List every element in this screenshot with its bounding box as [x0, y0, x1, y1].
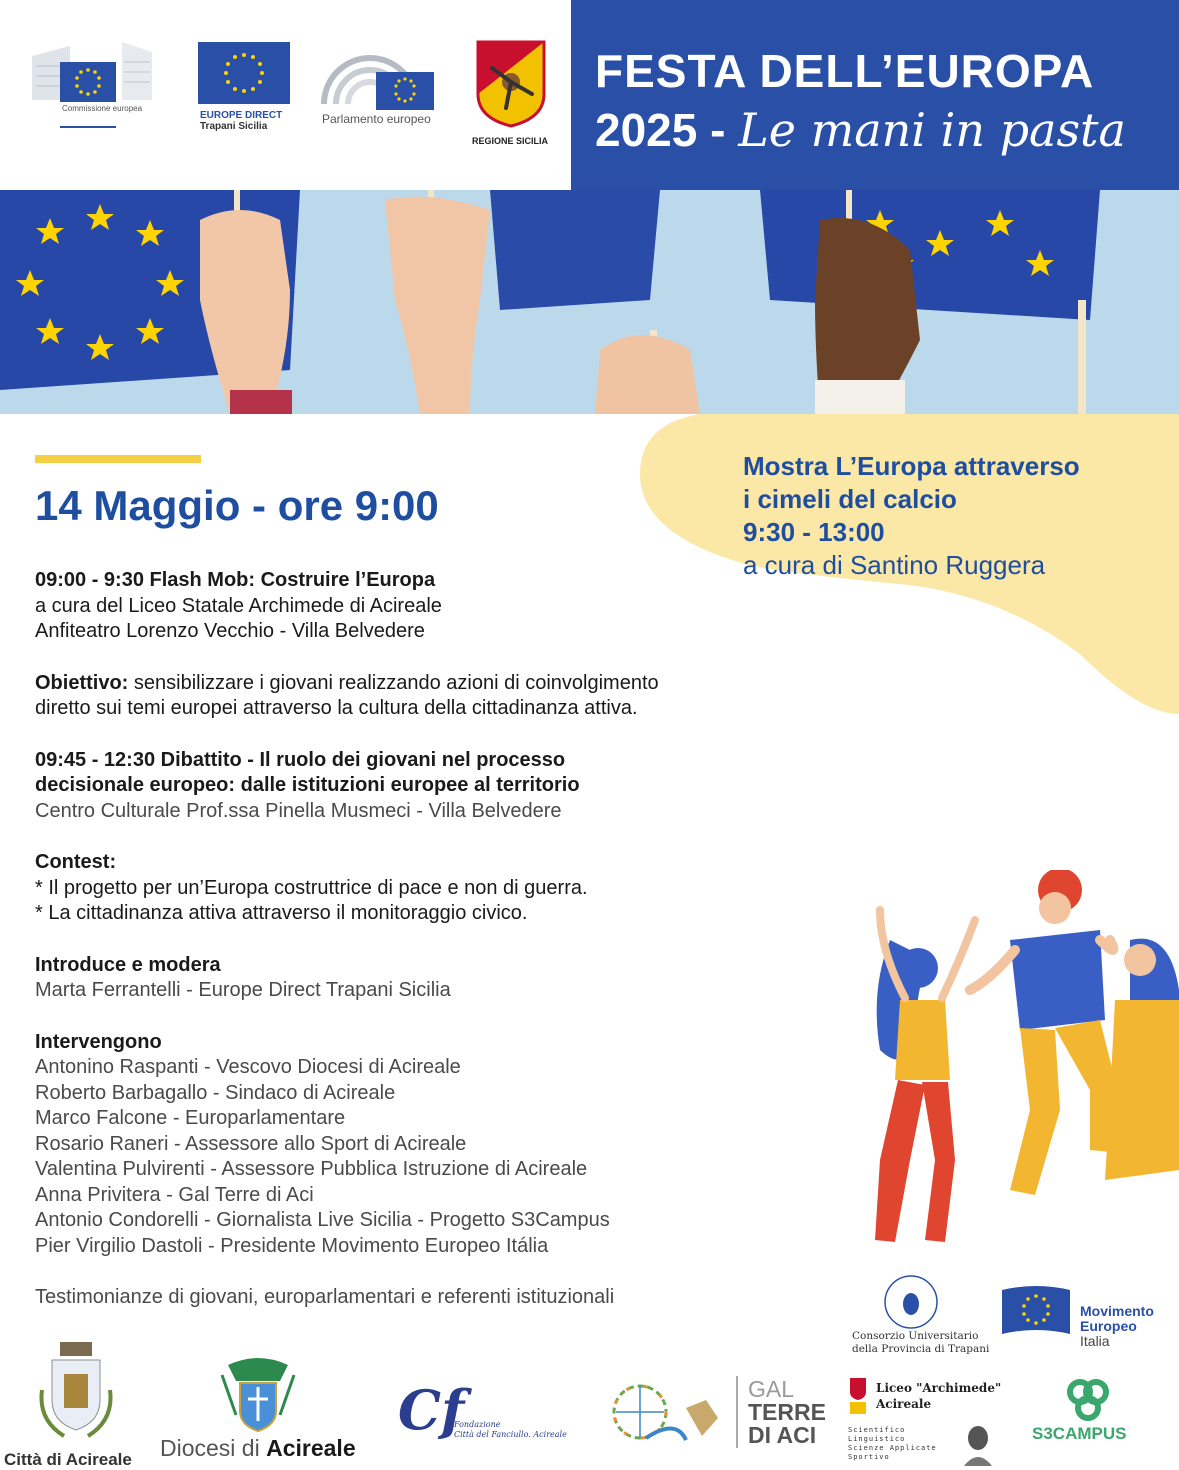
hero-photo: [0, 190, 1179, 414]
program: [35, 568, 659, 1311]
movimento-label: Movimento: [1080, 1303, 1154, 1319]
consorzio-logo: [846, 1272, 990, 1362]
speaker-item: Antonino Raspanti - Vescovo Diocesi di Acireale: [35, 1056, 461, 1078]
s3campus-logo: [1030, 1378, 1150, 1458]
europe-direct-label: EUROPE DIRECT: [200, 110, 283, 121]
liceo-track: Sportivo: [848, 1453, 890, 1461]
moderator-name: Marta Ferrantelli - Europe Direct Trapani Sicilia: [35, 979, 451, 1001]
debate-place: Centro Culturale Prof.ssa Pinella Musmeci - Villa Belvedere: [35, 799, 562, 822]
divider: [736, 1376, 738, 1448]
title-banner: [571, 0, 1179, 190]
debate-title-line2: decisionale europeo: dalle istituzioni europee al territorio: [35, 774, 580, 796]
hands-with-eu-flags-illustration: [0, 190, 1179, 414]
dancing-people-illustration: [850, 870, 1179, 1265]
liceo-track: Scienze Applicate: [848, 1444, 937, 1452]
liceo-track: Scientifico: [848, 1426, 906, 1434]
eu-flag-icon: [198, 42, 290, 104]
event-title: FESTA DELL’EUROPA: [595, 45, 1095, 97]
owl-seal-icon: [876, 1272, 946, 1332]
parliament-hemicycle-icon: [320, 44, 438, 112]
moderator-label: Introduce e modera: [35, 953, 221, 976]
parlamento-europeo-logo: [320, 44, 438, 134]
testimonials-note: Testimonianze di giovani, europarlamentari e referenti istituzionali: [35, 1286, 615, 1308]
trinacria-shield-icon: [466, 38, 556, 128]
speaker-item: Roberto Barbagallo - Sindaco di Acireale: [35, 1081, 396, 1104]
accent-bar: [35, 455, 201, 463]
contest-item: * La cittadinanza attiva attraverso il monitoraggio civico.: [35, 902, 528, 924]
date-heading: 14 Maggio - ore 9:00: [35, 482, 439, 529]
eu-flag-wave-icon: [1000, 1282, 1072, 1342]
diocese-crest-icon: [218, 1355, 298, 1435]
exhibit-time: 9:30 - 13:00: [743, 517, 885, 547]
gal-label-2: TERRE: [748, 1399, 826, 1425]
debate-title-line1: 09:45 - 12:30 Dibattito - Il ruolo dei giovani nel processo: [35, 748, 566, 771]
flashmob-organizer: a cura del Liceo Statale Archimede di Acireale: [35, 594, 442, 617]
liceo-track: Linguistico: [848, 1435, 906, 1443]
speaker-item: Marco Falcone - Europarlamentare: [35, 1107, 346, 1129]
event-subtitle: [595, 103, 1126, 157]
city-crest-icon: [36, 1340, 116, 1440]
commission-building-icon: [32, 38, 152, 108]
speaker-item: Anna Privitera - Gal Terre di Aci: [35, 1183, 314, 1206]
exhibit-title-line2: i cimeli del calcio: [743, 484, 957, 514]
fondazione-sublabel: Città del Fanciullo. Acireale: [454, 1430, 567, 1439]
diocesi-logo: [160, 1355, 370, 1465]
speaker-item: Valentina Pulvirenti - Assessore Pubblica Istruzione di Acireale: [35, 1158, 588, 1180]
fondazione-label: Fondazione: [454, 1420, 501, 1429]
liceo-archimede-logo: [846, 1376, 1006, 1468]
commissione-europea-logo: [32, 38, 152, 130]
consorzio-sublabel: della Provincia di Trapani: [852, 1343, 990, 1355]
objective-text: sensibilizzare i giovani realizzando azioni di coinvolgimento: [128, 671, 659, 694]
divider: [60, 126, 116, 128]
consorzio-label: Consorzio Universitario: [852, 1330, 979, 1342]
gal-label-3: DI ACI: [748, 1422, 817, 1448]
objective-line2: diretto sui temi europei attraverso la cultura della cittadinanza attiva.: [35, 697, 638, 719]
objective-line1: [35, 671, 659, 697]
movimento-country: Italia: [1080, 1333, 1110, 1349]
gal-terre-di-aci-logo: [736, 1376, 836, 1456]
contest-item: * Il progetto per un’Europa costruttrice di pace e non di guerra.: [35, 876, 588, 899]
flashmob-place: Anfiteatro Lorenzo Vecchio - Villa Belvedere: [35, 620, 425, 642]
flashmob-title: 09:00 - 9:30 Flash Mob: Costruire l’Europa: [35, 569, 436, 591]
objective-label: Obiettivo:: [35, 671, 129, 694]
commissione-label: Commissione europea: [62, 104, 143, 113]
europe-direct-logo: [198, 42, 290, 134]
europe-direct-sublabel: Trapani Sicilia: [200, 121, 268, 132]
regione-label: REGIONE SICILIA: [472, 136, 549, 146]
exhibit-title-line1: Mostra L’Europa attraverso: [743, 451, 1080, 481]
citta-label: Città di Acireale: [4, 1450, 132, 1469]
movimento-europeo-logo: [1000, 1282, 1175, 1362]
gal-label: GAL: [748, 1376, 795, 1402]
citta-acireale-logo: [0, 1340, 160, 1468]
liceo-crest-icon: [848, 1376, 868, 1416]
s3-knot-icon: [1060, 1378, 1116, 1424]
event-year: 2025 -: [595, 104, 739, 156]
fondazione-logo: [398, 1380, 588, 1450]
speaker-item: Antonio Condorelli - Giornalista Live Sicilia - Progetto S3Campus: [35, 1209, 610, 1231]
liceo-city: Acireale: [876, 1397, 932, 1411]
exhibit-curator: a cura di Santino Ruggera: [743, 550, 1046, 580]
archimedes-bust-icon: [958, 1422, 998, 1466]
ferris-wheel-logo-icon: [606, 1378, 726, 1448]
speaker-item: Rosario Raneri - Assessore allo Sport di Acireale: [35, 1132, 467, 1155]
exhibit-info: [743, 450, 1080, 582]
liceo-label: Liceo "Archimede": [876, 1381, 1002, 1395]
diocesi-label: Diocesi di: [160, 1435, 267, 1461]
speaker-item: Pier Virgilio Dastoli - Presidente Movimento Europeo Itália: [35, 1234, 549, 1257]
cf-monogram-icon: Cf: [398, 1378, 465, 1442]
event-tagline: Le mani in pasta: [738, 103, 1126, 157]
diocesi-city: Acireale: [266, 1435, 356, 1461]
speakers-label: Intervengono: [35, 1030, 162, 1053]
contest-label: Contest:: [35, 851, 117, 873]
movimento-label-2: Europeo: [1080, 1318, 1137, 1334]
s3campus-label: S3CAMPUS: [1032, 1424, 1127, 1443]
regione-sicilia-logo: [466, 38, 556, 150]
parlamento-label: Parlamento europeo: [322, 112, 431, 126]
header-logos: [0, 0, 571, 190]
